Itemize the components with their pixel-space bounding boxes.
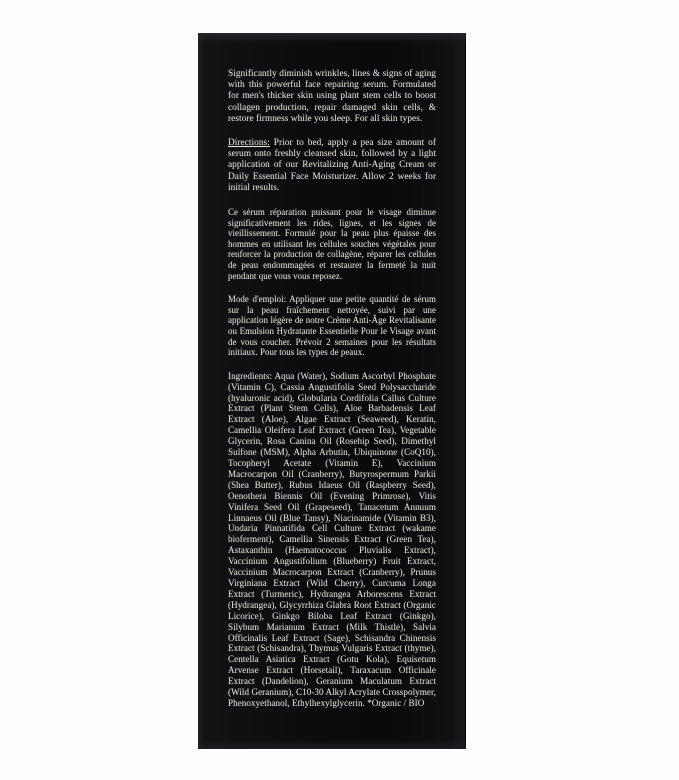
product-carton: [198, 33, 466, 749]
ingredients-text: Aqua (Water), Sodium Ascorbyl Phosphate (Vitamin C), Cassia Angustifolia Seed Polysaccharide (hyaluronic acid), Globularia Cordifolia Callus Culture Extract (Plant Stem Cells), Aloe Barbadensis Leaf Extract (Aloe), Algae Extract (Seaweed), Keratin, Camellia Oleifera Leaf Extract (Green Tea), Vegetable Glycerin, Rosa Canina Oil (Rosehip Seed), Dimethyl Sulfone (MSM), Alpha Arbutin, Ubiquinone (CoQ10), Tocopheryl Acetate (Vitamin E), Vaccinium Macrocarpon Oil (Cranberry), Butyrospermum Parkii (Shea Butter), Rubus Idaeus Oil (Raspberry Seed), Oenothera Biennis Oil (Evening Primrose), Vitis Vinifera Seed Oil (Grapeseed), Tanacetum Annuum Linnaeus Oil (Blue Tansy), Niacinamide (Vitamin B3), Undaria Pinnatifida Cell Culture Extract (wakame bioferment), Camellia Sinensis Extract (Green Tea), Astaxanthin (Haematococcus Pluvialis Extract), Vaccinium Angustifolium (Blueberry) Fruit Extract, Vaccinium Macrocarpon Extract (Cranberry), Prunus Virginiana Extract (Wild Cherry), Curcuma Longa Extract (Turmeric), Hydrangea Arborescens Extract (Hydrangea), Glycyrrhiza Glabra Root Extract (Organic Licorice), Ginkgo Biloba Leaf Extract (Ginkgo), Silybum Marianum Extract (Milk Thistle), Salvia Officinalis Leaf Extract (Sage), Schisandra Chinensis Extract (Schisandra), Thymus Vulgaris Extract (thyme), Centella Asiatica Extract (Gotu Kola), Equisetum Arvense Extract (Horsetail), Taraxacum Officinale Extract (Dandelion), Geranium Maculatum Extract (Wild Geranium), C10-30 Alkyl Acrylate Crosspolymer, Phenoxyethanol, Ethylhexylglycerin.: [228, 370, 436, 708]
photo-margin-left: [0, 0, 198, 780]
french-directions-text: Appliquer une petite quantité de sérum sur la peau fraîchement nettoyée, suivi par une application légère de notre Crème Anti-Âge Revitalisante ou Emulsion Hydratante Essentielle Pour le Visage avant de vous coucher. Prévoir 2 semaines pour les résultats initiaux. Pour tous les types de peaux.: [228, 294, 436, 358]
english-description: Significantly diminish wrinkles, lines & signs of aging with this powerful face repairing serum. Formulated for men's thicker skin using plant stem cells to boost collagen production, repair damaged skin cells, & restore firmness while you sleep. For all skin types.: [228, 69, 436, 124]
french-description: Ce sérum réparation puissant pour le visage diminue significativement les rides, lignes, et les signes de vieillissement. Formulé pour la peau plus épaisse des hommes en utilisant les cellules souches végétales pour renforcer la production de collagène, réparer les cellules de peau endommagées et restaurer la fermeté la nuit pendant que vous vous reposez.: [228, 207, 436, 281]
photo-margin-top: [0, 0, 679, 33]
photo-margin-bottom: [0, 749, 679, 780]
carton-back-panel: [228, 69, 436, 722]
organic-note: *Organic / BIO: [367, 697, 425, 708]
french-directions-block: [228, 294, 436, 358]
carton-top-fold: [198, 33, 466, 43]
french-directions-label: Mode d'emploi:: [228, 294, 287, 305]
photo-margin-right: [466, 0, 679, 780]
directions-block: [228, 138, 436, 194]
ingredients-block: [228, 371, 436, 709]
directions-label: Directions:: [228, 138, 270, 149]
directions-text: Prior to bed, apply a pea size amount of serum onto freshly cleansed skin, followed by a light application of our Revitalizing Anti-Aging Cream or Daily Essential Face Moisturizer. Allow 2 weeks for initial results.: [228, 138, 436, 193]
ingredients-label: Ingredients:: [228, 370, 273, 381]
carton-bottom-fold: [198, 739, 466, 749]
